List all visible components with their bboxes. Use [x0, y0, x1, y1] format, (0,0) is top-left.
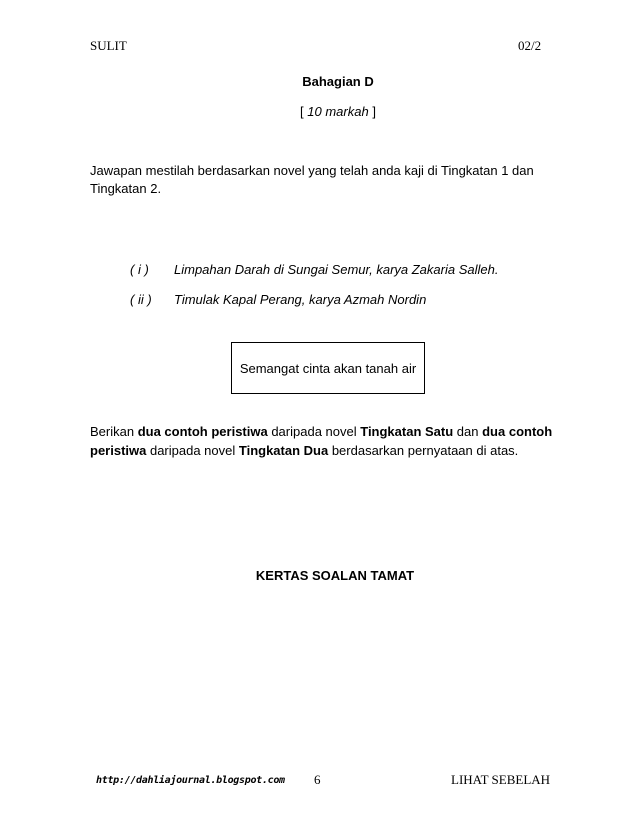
marks-close: ]: [368, 104, 376, 119]
instruction-text: Jawapan mestilah berdasarkan novel yang telah anda kaji di Tingkatan 1 dan Tingkatan 2.: [90, 163, 534, 196]
question-bold-part: dua contoh peristiwa: [137, 424, 268, 439]
novel-item: [130, 262, 498, 277]
novel-number: ( ii ): [130, 292, 152, 307]
end-of-paper: KERTAS SOALAN TAMAT: [255, 568, 415, 583]
question-bold-part: dua contoh peristiwa: [90, 424, 553, 458]
question-text: [90, 422, 560, 460]
marks-open: [: [300, 104, 308, 119]
novel-item: [130, 292, 426, 307]
novel-number: ( i ): [130, 262, 149, 277]
novel-title: Timulak Kapal Perang, karya Azmah Nordin: [174, 292, 427, 307]
statement-box: [231, 342, 425, 394]
question-bold-part: Tingkatan Dua: [238, 443, 329, 458]
header-sulit: SULIT: [90, 38, 127, 53]
footer-next-page: LIHAT SEBELAH: [451, 772, 551, 787]
header-code: 02/2: [518, 38, 542, 53]
question-part: daripada novel: [267, 424, 361, 439]
marks-value: 10 markah: [307, 104, 369, 119]
question-bold-part: Tingkatan Satu: [360, 424, 454, 439]
question-part: daripada novel: [146, 443, 239, 458]
footer-url: http://dahliajournal.blogspot.com: [96, 775, 285, 786]
question-part: Berikan: [90, 424, 138, 439]
question-part: berdasarkan pernyataan di atas.: [328, 443, 519, 458]
section-marks: [0, 104, 638, 119]
question-part: dan: [453, 424, 483, 439]
section-title: Bahagian D: [302, 74, 374, 89]
page-number: 6: [314, 772, 321, 787]
novel-title: Limpahan Darah di Sungai Semur, karya Zakaria Salleh.: [174, 262, 499, 277]
statement-text: Semangat cinta akan tanah air: [239, 360, 417, 376]
